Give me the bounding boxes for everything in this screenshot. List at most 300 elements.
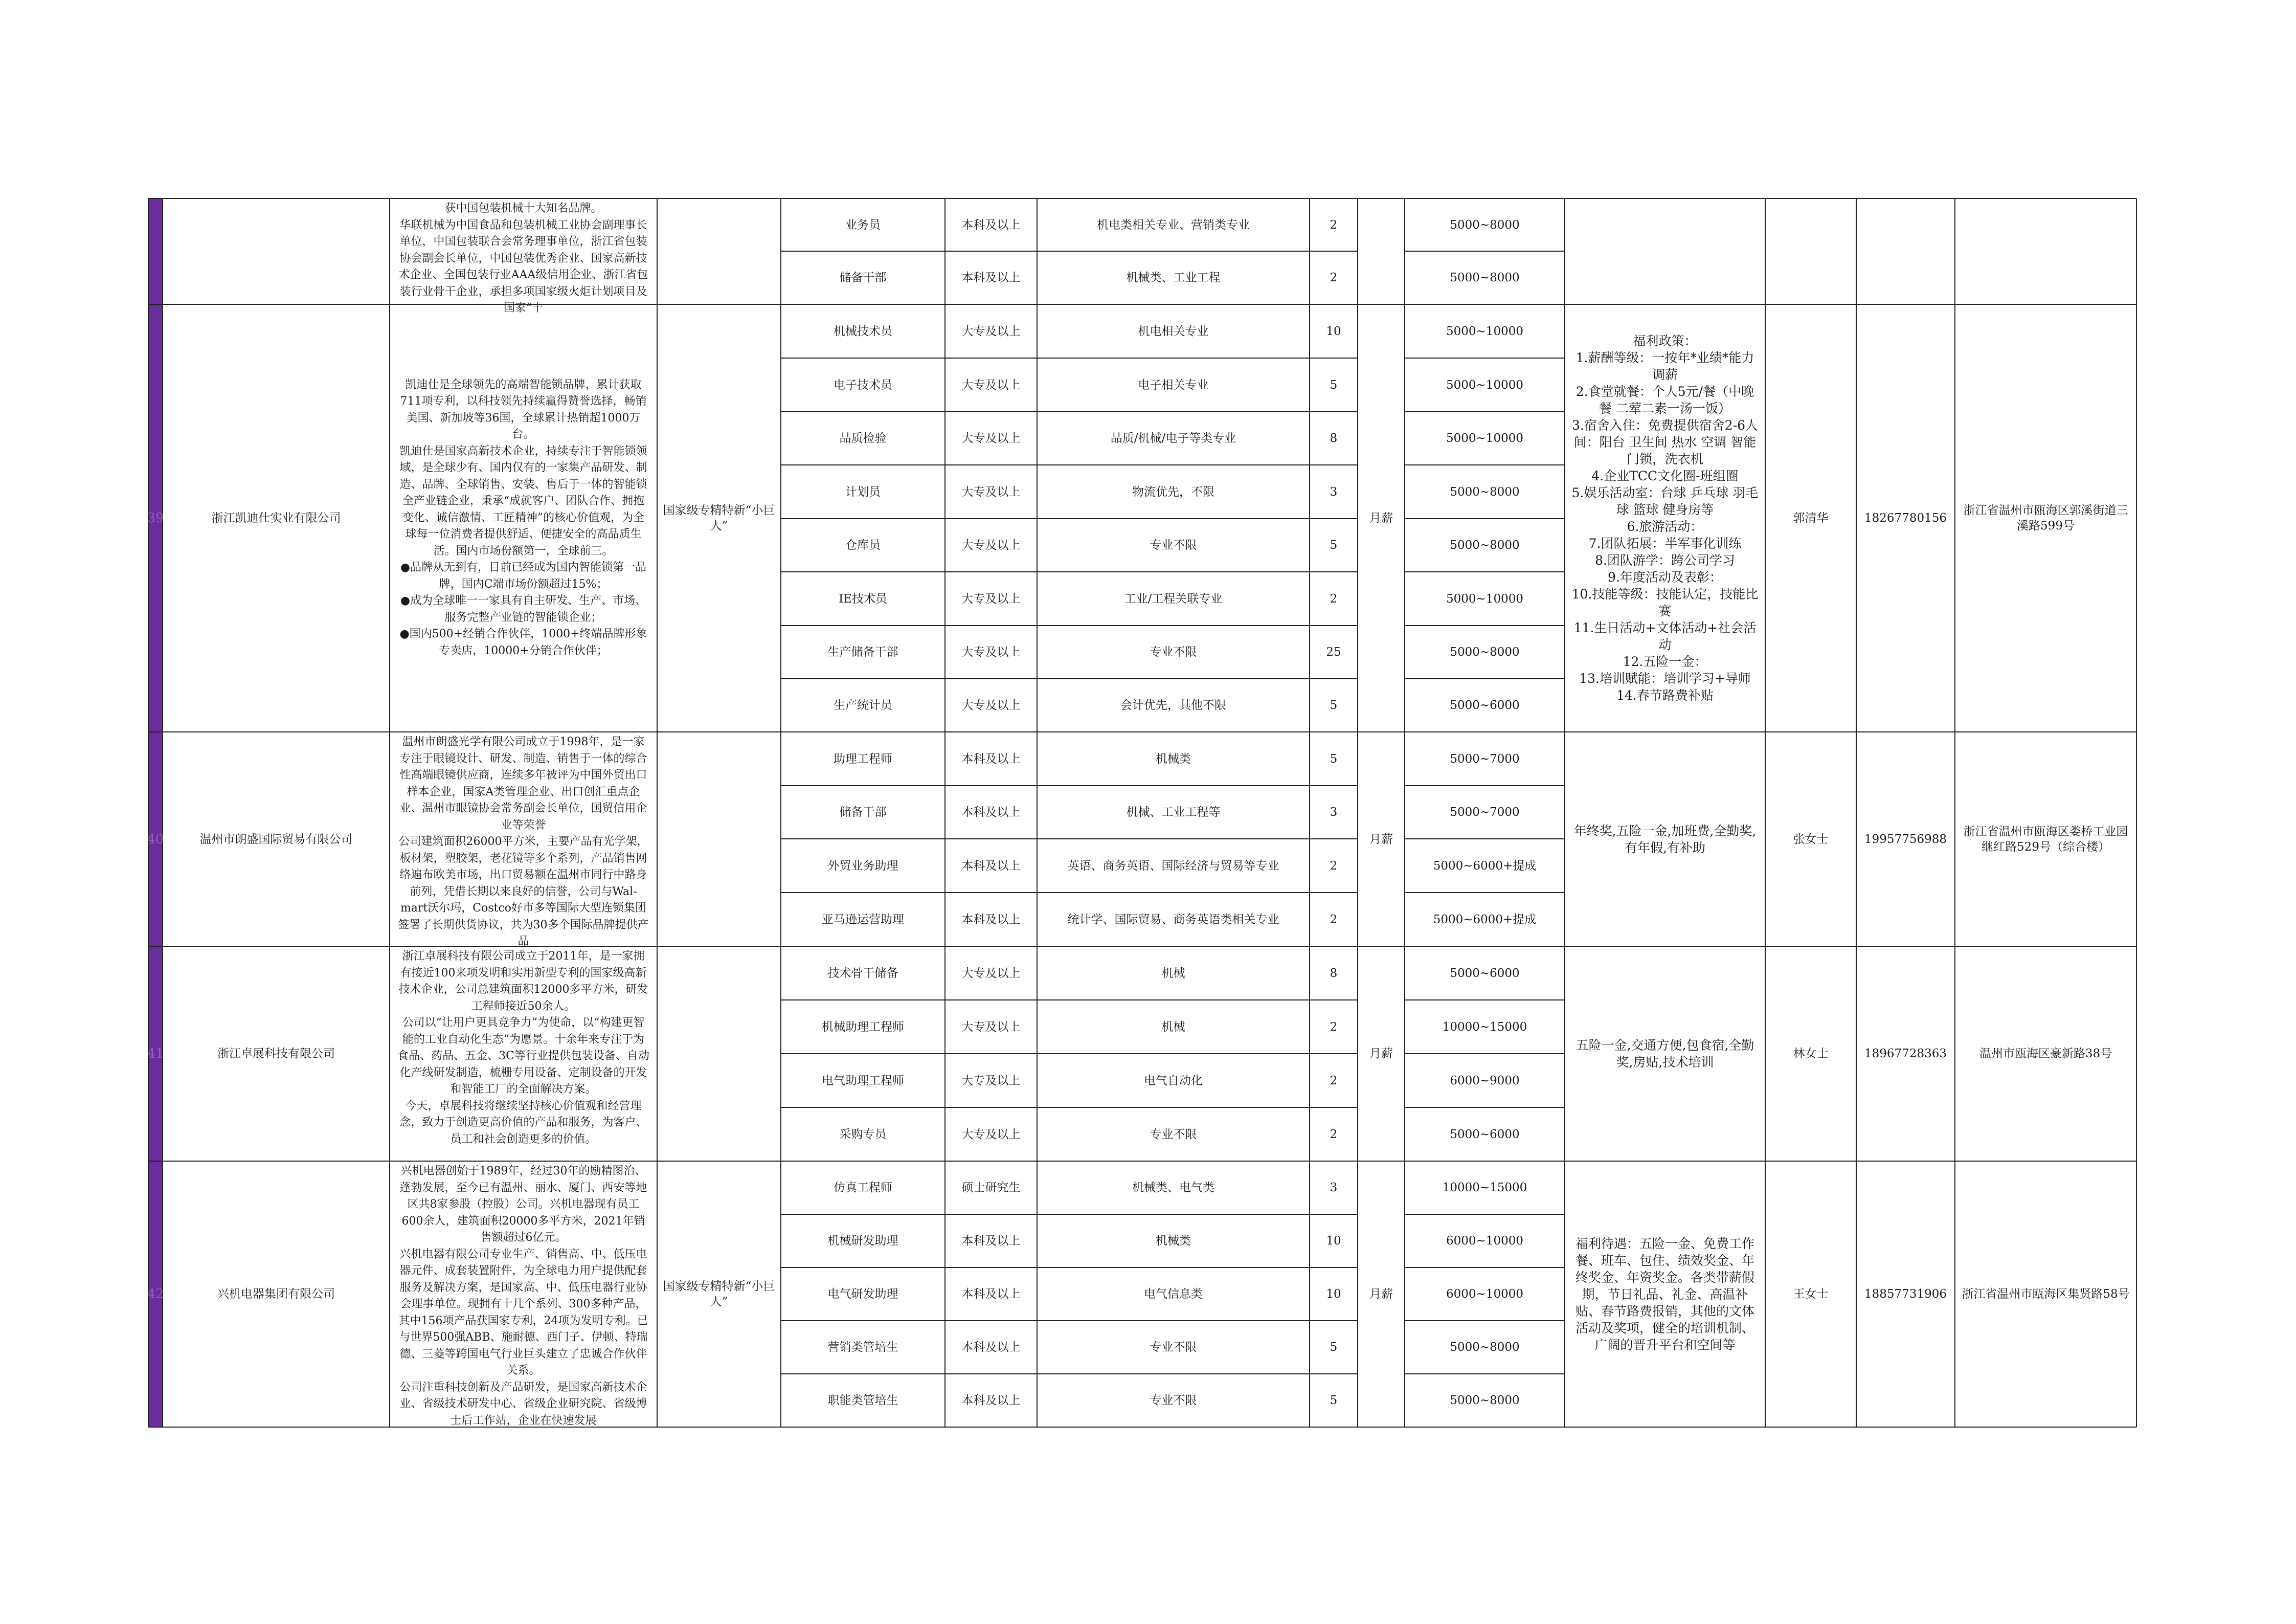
position-major — [1040, 1054, 1307, 1107]
company-index — [148, 304, 163, 732]
company-honor — [659, 1161, 779, 1427]
position-count — [1310, 304, 1358, 358]
position-salary-text: 5000~6000 — [1450, 1127, 1520, 1141]
position-title-text: 电子技术员 — [834, 378, 892, 392]
contact-phone — [1856, 946, 1955, 1161]
company-description — [397, 734, 650, 948]
position-education — [945, 251, 1037, 304]
position-major-text: 统计学、国际贸易、商务英语类相关专业 — [1067, 913, 1279, 926]
position-salary — [1405, 465, 1565, 519]
position-title-text: 储备干部 — [839, 806, 887, 819]
salary-type — [1358, 304, 1405, 732]
position-salary — [1405, 1321, 1565, 1374]
contact-person-text: 郭清华 — [1793, 511, 1829, 525]
position-education — [945, 786, 1037, 839]
position-education — [945, 946, 1037, 1000]
position-salary-text: 5000~10000 — [1446, 432, 1523, 445]
position-education-text: 大专及以上 — [961, 592, 1021, 606]
position-salary-text: 5000~8000 — [1450, 485, 1520, 499]
position-salary — [1405, 839, 1565, 893]
position-major-text: 英语、商务英语、国际经济与贸易等专业 — [1067, 859, 1279, 873]
company-description — [397, 306, 650, 730]
position-title-text: 采购专员 — [839, 1127, 887, 1141]
position-count — [1310, 1267, 1358, 1321]
position-major — [1040, 519, 1307, 572]
position-salary-text: 5000~6000+提成 — [1433, 859, 1537, 873]
position-title-text: 品质检验 — [839, 432, 887, 445]
company-description-text: 兴机电器创始于1989年，经过30年的励精图治、蓬勃发展，至今已有温州、丽水、厦门、西安等地区共8家参股（控股）公司。兴机电器现有员工600余人，建筑面积20000多平方米，2021年销售额超过6亿元。 兴机电器有限公司专业生产、销售高、中、低压电器元件、成套装置附件，为全球电力用户提供配套服务及解决方案，是国家高、中、低压电器行业协会理事单位。现拥有十几个系列、300多种产品，其中156项产品获国家专利，24项为发明专利。已与世界500强ABB、施耐德、西门子、伊顿、特瑞德、三菱等跨国电气行业巨头建立了忠诚合作伙伴关系。 公司注重科技创新及产品研发，是国家高新技术企业、省级技术研发中心、省级企业研究院、省级博士后工作站，企业在快速发展 — [398, 1165, 648, 1427]
position-count — [1310, 626, 1358, 679]
position-title — [781, 1161, 945, 1214]
position-education-text: 本科及以上 — [961, 1287, 1021, 1301]
position-title-text: 仿真工程师 — [834, 1181, 892, 1194]
position-count — [1310, 1000, 1358, 1054]
position-title — [781, 251, 945, 304]
position-education-text: 大专及以上 — [961, 485, 1021, 499]
company-benefits-text: 福利待遇：五险一金、免费工作餐、班车、包住、绩效奖金、年终奖金、年资奖金。各类带薪假期，节日礼品、礼金、高温补贴、春节路费报销，其他的文体活动及奖项，健全的培训机制、广阔的晋升平台和空间等 — [1575, 1236, 1754, 1352]
position-title-text: 外贸业务助理 — [827, 859, 898, 873]
contact-person — [1765, 946, 1856, 1161]
position-title-text: 生产统计员 — [834, 699, 892, 712]
position-salary-text: 6000~10000 — [1446, 1287, 1523, 1301]
position-title — [781, 412, 945, 465]
position-major — [1040, 626, 1307, 679]
position-education-text: 本科及以上 — [961, 806, 1021, 819]
salary-type — [1358, 1161, 1405, 1427]
position-salary — [1405, 572, 1565, 626]
position-major — [1040, 304, 1307, 358]
position-title-text: IE技术员 — [839, 592, 887, 606]
position-salary-text: 5000~6000+提成 — [1433, 913, 1537, 926]
position-major — [1040, 1321, 1307, 1374]
position-salary — [1405, 786, 1565, 839]
position-education — [945, 626, 1037, 679]
position-education-text: 本科及以上 — [961, 859, 1021, 873]
position-count — [1310, 1321, 1358, 1374]
position-education — [945, 1267, 1037, 1321]
position-major — [1040, 1267, 1307, 1321]
position-major-text: 机械类、电气类 — [1132, 1181, 1214, 1194]
position-education — [945, 465, 1037, 519]
position-count — [1310, 412, 1358, 465]
position-major-text: 专业不限 — [1150, 1127, 1197, 1141]
position-major-text: 机械类、工业工程 — [1126, 271, 1221, 284]
position-salary — [1405, 732, 1565, 786]
position-title-text: 业务员 — [845, 218, 881, 232]
position-salary-text: 5000~7000 — [1450, 806, 1520, 819]
position-major — [1040, 1374, 1307, 1427]
position-education-text: 大专及以上 — [961, 432, 1021, 445]
company-index — [148, 732, 163, 946]
company-index-text: 39 — [147, 510, 164, 526]
position-title-text: 亚马逊运营助理 — [822, 913, 904, 926]
position-major-text: 物流优先，不限 — [1132, 485, 1214, 499]
position-salary-text: 5000~8000 — [1450, 218, 1520, 232]
position-salary — [1405, 1374, 1565, 1427]
contact-phone-text: 18267780156 — [1864, 511, 1947, 525]
position-education-text: 大专及以上 — [961, 966, 1021, 980]
position-count-text: 8 — [1330, 432, 1338, 445]
position-education — [945, 1161, 1037, 1214]
position-salary-text: 5000~8000 — [1450, 1341, 1520, 1354]
salary-type — [1358, 198, 1405, 304]
position-count — [1310, 893, 1358, 946]
contact-person-text: 王女士 — [1793, 1287, 1829, 1301]
contact-person-text: 林女士 — [1793, 1047, 1829, 1060]
contact-phone — [1856, 304, 1955, 732]
position-salary — [1405, 1161, 1565, 1214]
position-count-text: 5 — [1330, 1341, 1338, 1354]
position-title — [781, 198, 945, 251]
position-education-text: 本科及以上 — [961, 913, 1021, 926]
salary-type-text: 月薪 — [1369, 832, 1393, 846]
company-honor — [659, 732, 779, 946]
position-count-text: 5 — [1330, 378, 1338, 392]
position-count-text: 10 — [1326, 1287, 1341, 1301]
company-address-text: 浙江省温州市瓯海区郭溪街道三溪路599号 — [1963, 504, 2128, 532]
contact-person — [1765, 198, 1856, 304]
position-major — [1040, 946, 1307, 1000]
company-address — [1959, 198, 2132, 304]
company-description — [397, 948, 650, 1159]
position-count-text: 2 — [1330, 1020, 1338, 1034]
position-count — [1310, 572, 1358, 626]
position-education — [945, 839, 1037, 893]
position-education-text: 硕士研究生 — [961, 1181, 1021, 1194]
contact-phone — [1856, 1161, 1955, 1427]
position-major-text: 专业不限 — [1150, 1341, 1197, 1354]
position-education-text: 本科及以上 — [961, 271, 1021, 284]
company-index-text: 41 — [147, 1046, 164, 1061]
position-education — [945, 1054, 1037, 1107]
position-count-text: 2 — [1330, 218, 1338, 232]
position-major-text: 机械、工业工程等 — [1126, 806, 1221, 819]
position-title — [781, 572, 945, 626]
company-description-text: 温州市朗盛光学有限公司成立于1998年，是一家专注于眼镜设计、研发、制造、销售于一体的综合性高端眼镜供应商，连续多年被评为中国外贸出口样本企业，国家A类管理企业、出口创汇重点企业、温州市眼镜协会常务副会长单位，国贸信用企业等荣誉 公司建筑面积26000平方米，主要产品有光学架，板材架，塑胶架，老花镜等多个系列，产品销售网络遍布欧美市场，出口贸易额在温州市同行中路身前列，凭借长期以来良好的信誉，公司与Wal-mart沃尔玛，Costco好市多等国际大型连锁集团签署了长期供货协议，共为30多个国际品牌提供产品 — [398, 736, 649, 948]
position-major-text: 品质/机械/电子等类专业 — [1110, 432, 1236, 445]
company-address-text: 浙江省温州市瓯海区娄桥工业园继红路529号（综合楼） — [1963, 825, 2128, 854]
position-major-text: 机械 — [1161, 1020, 1185, 1034]
contact-phone — [1856, 732, 1955, 946]
position-title — [781, 358, 945, 412]
position-education — [945, 732, 1037, 786]
position-count-text: 10 — [1326, 1234, 1341, 1248]
position-salary-text: 5000~8000 — [1450, 271, 1520, 284]
position-salary — [1405, 1267, 1565, 1321]
position-salary — [1405, 198, 1565, 251]
position-salary-text: 5000~8000 — [1450, 1394, 1520, 1407]
position-education — [945, 1374, 1037, 1427]
company-index — [148, 198, 163, 304]
position-salary — [1405, 1054, 1565, 1107]
position-education — [945, 358, 1037, 412]
position-major — [1040, 839, 1307, 893]
position-count — [1310, 1374, 1358, 1427]
position-title — [781, 679, 945, 732]
position-education — [945, 1321, 1037, 1374]
position-title-text: 机械技术员 — [834, 324, 892, 338]
position-count — [1310, 358, 1358, 412]
company-description-text: 浙江卓展科技有限公司成立于2011年，是一家拥有接近100来项发明和实用新型专利的国家级高新技术企业，公司总建筑面积12000多平方米，研发工程师接近50余人。 公司以“让用户更具竞争力”为使命，以“构建更智能的工业自动化生态”为愿景。十余年来专注于为食品、药品、五金、3C等行业提供包装设备、自动化产线研发制造，梳栅专用设备、定制设备的开发和智能工厂的全面解决方案。 今天，卓展科技将继续坚持核心价值观和经营理念，致力于创造更高价值的产品和服务，为客户、员工和社会创造更多的价值。 — [397, 950, 649, 1146]
position-title — [781, 1000, 945, 1054]
position-salary-text: 6000~9000 — [1450, 1074, 1520, 1087]
position-major — [1040, 1161, 1307, 1214]
position-salary-text: 10000~15000 — [1442, 1020, 1527, 1034]
position-title — [781, 946, 945, 1000]
position-major-text: 电气自动化 — [1144, 1074, 1203, 1087]
position-title — [781, 1374, 945, 1427]
position-title — [781, 839, 945, 893]
company-address — [1959, 946, 2132, 1161]
position-count — [1310, 465, 1358, 519]
position-count — [1310, 679, 1358, 732]
position-education — [945, 893, 1037, 946]
position-major — [1040, 1107, 1307, 1161]
position-count-text: 2 — [1330, 913, 1338, 926]
company-index-text: 40 — [147, 831, 164, 847]
company-address-text: 浙江省温州市瓯海区集贤路58号 — [1962, 1287, 2130, 1301]
position-title — [781, 732, 945, 786]
position-salary — [1405, 946, 1565, 1000]
position-salary-text: 5000~8000 — [1450, 646, 1520, 659]
position-salary — [1405, 1107, 1565, 1161]
company-name-text: 温州市朗盛国际贸易有限公司 — [199, 832, 353, 846]
position-education — [945, 1107, 1037, 1161]
position-education — [945, 198, 1037, 251]
position-education — [945, 1000, 1037, 1054]
position-title-text: 营销类管培生 — [827, 1341, 898, 1354]
position-title-text: 生产储备干部 — [827, 646, 898, 659]
contact-person — [1765, 732, 1856, 946]
position-major — [1040, 572, 1307, 626]
position-education — [945, 304, 1037, 358]
grid-vline-14 — [2136, 198, 2137, 1427]
position-salary — [1405, 358, 1565, 412]
company-description-text: 凯迪仕是全球领先的高端智能锁品牌，累计获取711项专利，以科技领先持续赢得赞誉选择，畅销美国、新加坡等36国，全球累计热销超1000万台。 凯迪仕是国家高新技术企业，持续专注于智能锁领域，是全球少有、国内仅有的一家集产品研发、制造、品牌、全球销售、安装、售后于一体的智能锁全产业链企业，秉承“成就客户、团队合作、拥抱变化、诚信激情、工匠精神”的核心价值观，为全球每一位消费者提供舒适、便捷安全的高品质生活。国内市场份额第一，全球前三。 ●品牌从无到有，目前已经成为国内智能锁第一品牌，国内C端市场份额超过15%； ●成为全球唯一一家具有自主研发、生产、市场、服务完整产业链的智能锁企业； ●国内500+经销合作伙伴，1000+终端品牌形象专卖店，10000+分销合作伙伴； — [399, 378, 647, 657]
position-major-text: 机械类 — [1156, 752, 1191, 766]
position-salary-text: 5000~10000 — [1446, 378, 1523, 392]
position-count — [1310, 839, 1358, 893]
position-title-text: 机械助理工程师 — [822, 1020, 904, 1034]
company-name — [165, 946, 388, 1161]
company-address-text: 温州市瓯海区豪新路38号 — [1979, 1047, 2112, 1060]
position-title — [781, 1214, 945, 1267]
position-salary-text: 5000~10000 — [1446, 324, 1523, 338]
position-major — [1040, 251, 1307, 304]
company-name-text: 浙江凯迪仕实业有限公司 — [211, 511, 341, 525]
grid-vline-3 — [657, 198, 658, 1427]
position-title-text: 职能类管培生 — [827, 1394, 898, 1407]
position-major — [1040, 358, 1307, 412]
company-honor — [659, 946, 779, 1161]
position-education-text: 大专及以上 — [961, 1074, 1021, 1087]
position-salary-text: 5000~6000 — [1450, 699, 1520, 712]
company-description — [397, 1163, 650, 1425]
position-title — [781, 1054, 945, 1107]
position-major — [1040, 786, 1307, 839]
position-salary — [1405, 679, 1565, 732]
position-count — [1310, 1214, 1358, 1267]
position-major — [1040, 198, 1307, 251]
position-title — [781, 1321, 945, 1374]
company-index-text: 42 — [147, 1286, 164, 1302]
position-major-text: 专业不限 — [1150, 646, 1197, 659]
position-count — [1310, 732, 1358, 786]
company-name-text: 浙江卓展科技有限公司 — [217, 1047, 335, 1060]
position-salary-text: 5000~6000 — [1450, 966, 1520, 980]
contact-phone — [1856, 198, 1955, 304]
position-count-text: 2 — [1330, 592, 1338, 606]
position-count-text: 5 — [1330, 1394, 1338, 1407]
position-education-text: 大专及以上 — [961, 378, 1021, 392]
salary-type — [1358, 946, 1405, 1161]
position-count-text: 3 — [1330, 1181, 1338, 1194]
position-count — [1310, 946, 1358, 1000]
company-name-text: 兴机电器集团有限公司 — [217, 1287, 335, 1301]
position-major-text: 机电类相关专业、营销类专业 — [1097, 218, 1250, 232]
position-salary — [1405, 626, 1565, 679]
position-count-text: 3 — [1330, 806, 1338, 819]
position-title — [781, 519, 945, 572]
position-education-text: 大专及以上 — [961, 539, 1021, 552]
salary-type — [1358, 732, 1405, 946]
position-title-text: 仓库员 — [845, 539, 881, 552]
company-description-text: 获中国包装机械十大知名品牌。 华联机械为中国食品和包装机械工业协会副理事长单位，中国包装联合会常务理事单位，浙江省包装协会副会长单位，中国包装优秀企业、国家高新技术企业、全国包装行业AAA级信用企业、浙江省包装行业骨干企业，承担多项国家级火炬计划项目及国家“十 — [398, 202, 648, 315]
company-benefits — [1571, 198, 1759, 304]
position-salary — [1405, 304, 1565, 358]
company-address — [1959, 732, 2132, 946]
position-count-text: 3 — [1330, 485, 1338, 499]
position-major — [1040, 412, 1307, 465]
position-title — [781, 626, 945, 679]
position-salary-text: 5000~7000 — [1450, 752, 1520, 766]
position-count — [1310, 198, 1358, 251]
position-salary — [1405, 519, 1565, 572]
position-major-text: 机电相关专业 — [1138, 324, 1209, 338]
position-title — [781, 304, 945, 358]
contact-person-text: 张女士 — [1793, 832, 1829, 846]
position-education-text: 本科及以上 — [961, 218, 1021, 232]
contact-phone-text: 18967728363 — [1864, 1047, 1947, 1060]
position-title-text: 计划员 — [845, 485, 881, 499]
position-count-text: 2 — [1330, 271, 1338, 284]
company-name — [165, 304, 388, 732]
position-count-text: 2 — [1330, 1127, 1338, 1141]
position-education-text: 大专及以上 — [961, 1020, 1021, 1034]
position-salary-text: 5000~10000 — [1446, 592, 1523, 606]
position-major-text: 专业不限 — [1150, 539, 1197, 552]
position-count-text: 5 — [1330, 699, 1338, 712]
position-major — [1040, 893, 1307, 946]
position-major-text: 电子相关专业 — [1138, 378, 1209, 392]
position-education-text: 大专及以上 — [961, 699, 1021, 712]
grid-vline-2 — [389, 198, 390, 1427]
position-education-text: 大专及以上 — [961, 646, 1021, 659]
position-education-text: 大专及以上 — [961, 324, 1021, 338]
position-salary — [1405, 412, 1565, 465]
contact-person — [1765, 1161, 1856, 1427]
position-title — [781, 465, 945, 519]
position-major — [1040, 732, 1307, 786]
position-count-text: 2 — [1330, 859, 1338, 873]
position-major-text: 机械 — [1161, 966, 1185, 980]
position-title — [781, 1267, 945, 1321]
position-count-text: 10 — [1326, 324, 1341, 338]
position-title-text: 电气研发助理 — [827, 1287, 898, 1301]
salary-type-text: 月薪 — [1369, 511, 1393, 525]
position-salary-text: 10000~15000 — [1442, 1181, 1527, 1194]
position-salary — [1405, 1214, 1565, 1267]
position-major-text: 工业/工程关联专业 — [1124, 592, 1223, 606]
company-benefits-text: 五险一金,交通方便,包食宿,全勤奖,房贴,技术培训 — [1575, 1038, 1754, 1070]
position-education — [945, 519, 1037, 572]
position-title — [781, 893, 945, 946]
company-benefits-text: 福利政策： 1.薪酬等级：一按年*业绩*能力调薪 2.食堂就餐：个人5元/餐（中晚餐 二荤二素一汤一饭） 3.宿舍入住：免费提供宿舍2-6人间：阳台 卫生间 热水 空调 智能门锁，洗衣机 4.企业TCC文化圈-班组圈 5.娱乐活动室：台球 乒乓球 羽毛球 篮球 健身房等 6.旅游活动： 7.团队拓展：半军事化训练 8.团队游学：跨公司学习 9.年度活动及表彰： 10.技能等级：技能认定，技能比赛 11.生日活动+文体活动+社会活动 12.五险一金： 13.培训赋能：培训学习+导师 14.春节路费补贴 — [1571, 333, 1759, 703]
position-education-text: 大专及以上 — [961, 1127, 1021, 1141]
position-salary — [1405, 251, 1565, 304]
company-benefits — [1571, 732, 1759, 946]
company-honor — [659, 198, 779, 304]
position-count-text: 5 — [1330, 752, 1338, 766]
company-index — [148, 946, 163, 1161]
position-title-text: 储备干部 — [839, 271, 887, 284]
company-honor-text: 国家级专精特新“小巨人” — [663, 504, 775, 532]
contact-phone-text: 18857731906 — [1864, 1287, 1947, 1301]
position-title-text: 机械研发助理 — [827, 1234, 898, 1248]
company-address — [1959, 304, 2132, 732]
position-education — [945, 412, 1037, 465]
position-education-text: 本科及以上 — [961, 1341, 1021, 1354]
position-major-text: 电气信息类 — [1144, 1287, 1203, 1301]
company-index — [148, 1161, 163, 1427]
position-major-text: 会计优先，其他不限 — [1120, 699, 1226, 712]
company-address — [1959, 1161, 2132, 1427]
company-benefits — [1571, 304, 1759, 732]
position-count — [1310, 1107, 1358, 1161]
position-count-text: 8 — [1330, 966, 1338, 980]
salary-type-text: 月薪 — [1369, 1287, 1393, 1301]
position-count — [1310, 519, 1358, 572]
contact-phone-text: 19957756988 — [1864, 832, 1947, 846]
position-major — [1040, 679, 1307, 732]
position-education-text: 本科及以上 — [961, 752, 1021, 766]
position-major — [1040, 1000, 1307, 1054]
position-education — [945, 572, 1037, 626]
position-count — [1310, 1054, 1358, 1107]
position-title-text: 技术骨干储备 — [827, 966, 898, 980]
position-major — [1040, 1214, 1307, 1267]
position-count-text: 25 — [1326, 646, 1341, 659]
position-salary — [1405, 1000, 1565, 1054]
salary-type-text: 月薪 — [1369, 1047, 1393, 1060]
position-salary-text: 6000~10000 — [1446, 1234, 1523, 1248]
position-title — [781, 1107, 945, 1161]
position-education — [945, 1214, 1037, 1267]
position-count-text: 2 — [1330, 1074, 1338, 1087]
company-name — [165, 1161, 388, 1427]
position-education-text: 本科及以上 — [961, 1234, 1021, 1248]
company-honor — [659, 304, 779, 732]
company-benefits-text: 年终奖,五险一金,加班费,全勤奖,有年假,有补助 — [1573, 823, 1757, 855]
position-salary-text: 5000~8000 — [1450, 539, 1520, 552]
position-salary — [1405, 893, 1565, 946]
position-major-text: 机械类 — [1156, 1234, 1191, 1248]
position-count — [1310, 251, 1358, 304]
position-count — [1310, 786, 1358, 839]
company-benefits — [1571, 946, 1759, 1161]
position-education — [945, 679, 1037, 732]
position-title-text: 电气助理工程师 — [822, 1074, 904, 1087]
